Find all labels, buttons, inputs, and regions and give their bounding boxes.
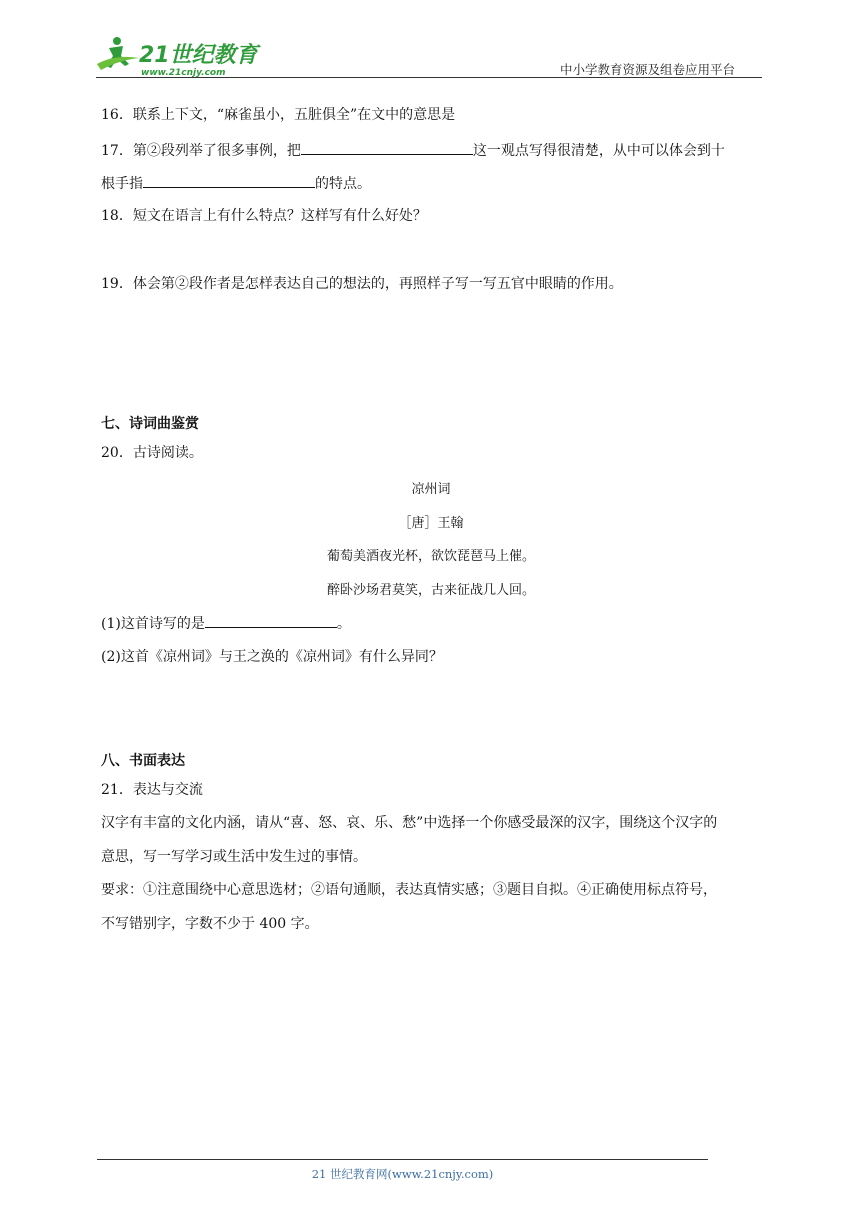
poem-author: ［唐］王翰 (398, 516, 464, 531)
requirements-line1: 要求：①注意围绕中心意思选材；②语句通顺，表达真情实感；③题目自拟。④正确使用标点符号， (101, 882, 717, 898)
question-20-sub1 (101, 613, 351, 634)
question-20-sub1-text: (1)这首诗写的是 (101, 616, 205, 632)
question-20-sub2: (2)这首《凉州词》与王之涣的《凉州词》有什么异同？ (101, 649, 443, 665)
question-21: 21．表达与交流 (101, 782, 203, 798)
footer-site-link[interactable]: 21 世纪教育网(www.21cnjy.com) (311, 1167, 494, 1181)
section-8-heading: 八、书面表达 (101, 753, 185, 769)
answer-blank[interactable] (205, 613, 337, 628)
question-20-sub1-end: 。 (336, 616, 351, 632)
poem-line-2: 醉卧沙场君莫笑，古来征战几人回。 (326, 583, 535, 598)
requirements-line2: 不写错别字，字数不少于 400 字。 (101, 916, 319, 932)
footer-divider (97, 1159, 708, 1160)
question-17-line1 (101, 140, 725, 161)
question-19: 19．体会第②段作者是怎样表达自己的想法的，再照样子写一写五官中眼睛的作用。 (101, 276, 623, 292)
poem-line-1: 葡萄美酒夜光杯，欲饮琵琶马上催。 (326, 549, 535, 564)
question-17-text-d: 的特点。 (315, 176, 371, 192)
question-17-text-a: 17．第②段列举了很多事例，把 (101, 143, 301, 159)
prompt-paragraph-line2: 意思，写一写学习或生活中发生过的事情。 (101, 849, 367, 865)
section-7-heading: 七、诗词曲鉴赏 (101, 416, 199, 432)
site-logo (95, 34, 265, 80)
header-divider (96, 77, 762, 78)
answer-blank[interactable] (143, 173, 315, 188)
poem-title: 凉州词 (411, 482, 451, 497)
question-20: 20．古诗阅读。 (101, 445, 203, 461)
question-17-line2 (101, 173, 371, 194)
prompt-paragraph-line1: 汉字有丰富的文化内涵，请从“喜、怒、哀、乐、愁”中选择一个你感受最深的汉字，围绕这个汉字的 (101, 815, 718, 831)
logo-text: 21世纪教育 (139, 43, 258, 68)
header-platform-title: 中小学教育资源及组卷应用平台 (560, 62, 736, 77)
question-18: 18．短文在语言上有什么特点？这样写有什么好处？ (101, 208, 427, 224)
question-16: 16．联系上下文，“麻雀虽小，五脏俱全”在文中的意思是 (101, 107, 456, 123)
question-17-text-c: 根手指 (101, 176, 143, 192)
logo-url: www.21cnjy.com (141, 68, 226, 78)
answer-blank[interactable] (301, 140, 473, 155)
question-17-text-b: 这一观点写得很清楚，从中可以体会到十 (472, 143, 725, 159)
